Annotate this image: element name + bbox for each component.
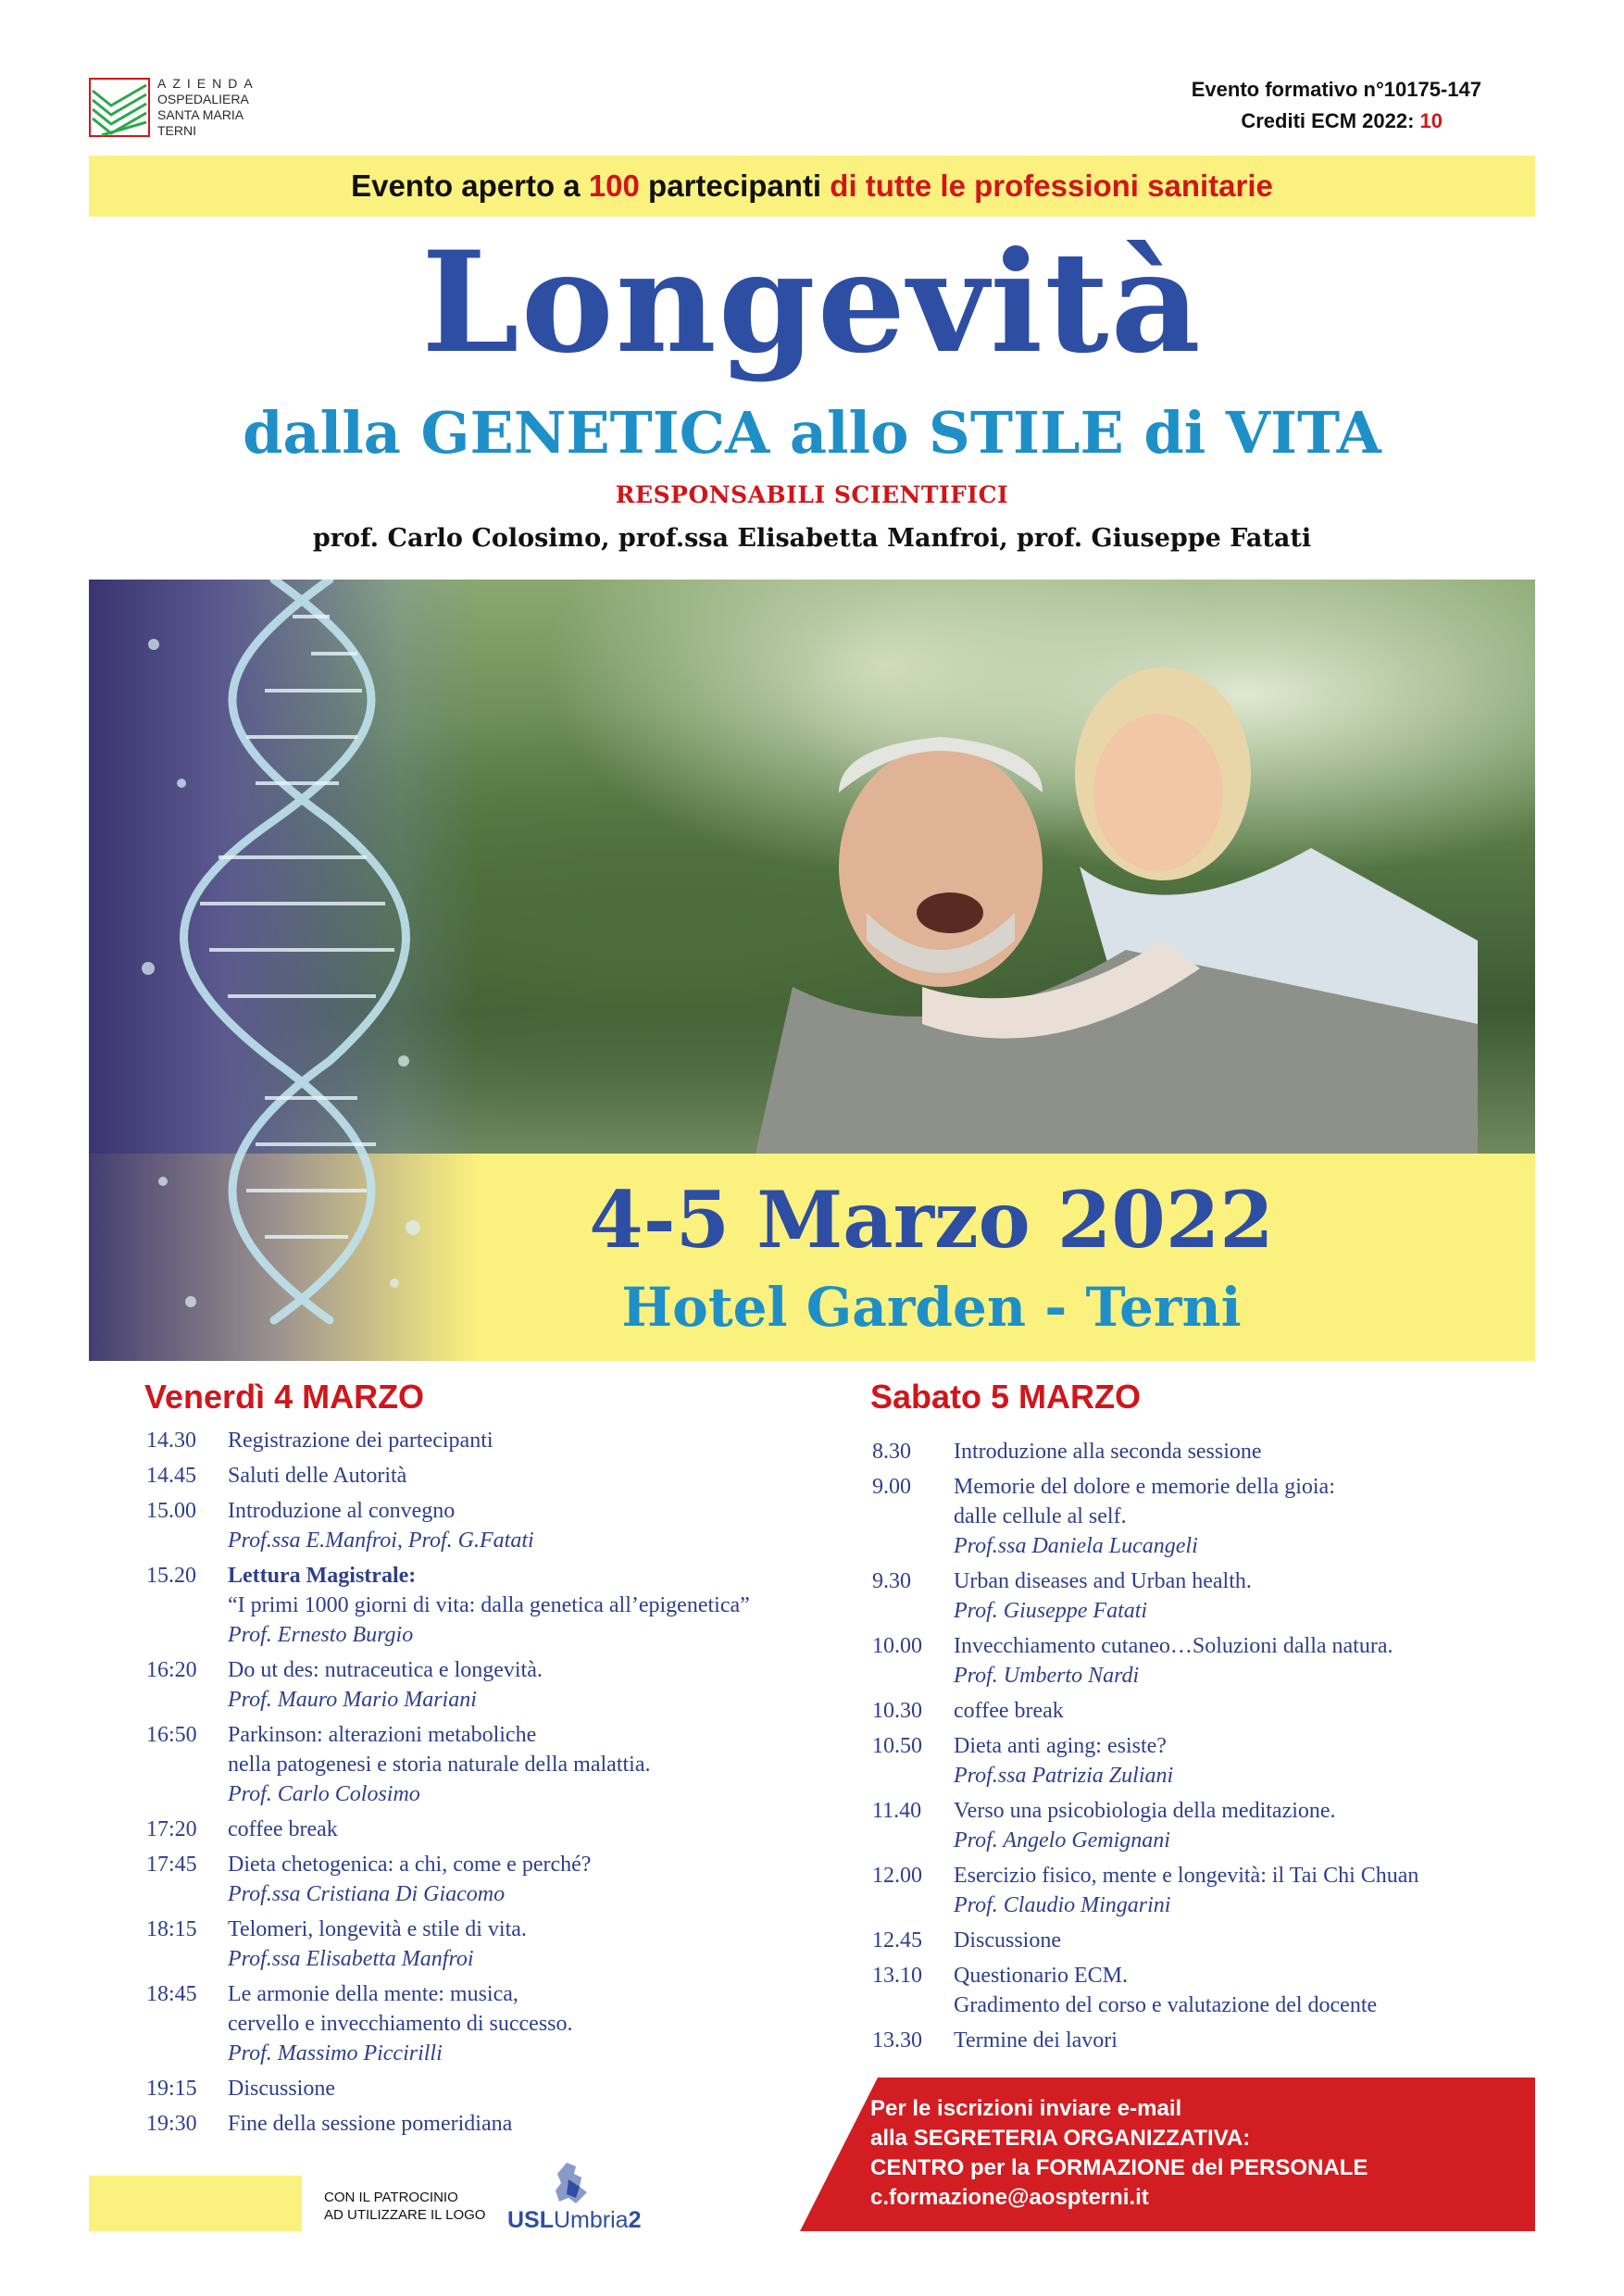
registration-line-1: Per le iscrizioni inviare e-mail [870, 2096, 1182, 2121]
logo-line-4: TERNI [157, 123, 196, 138]
program-item [146, 2074, 813, 2103]
program-line: Termine dei lavori [954, 2028, 1118, 2053]
program-time: 16:50 [146, 1723, 197, 1747]
registration-line-2: alla SEGRETERIA ORGANIZZATIVA: [870, 2126, 1251, 2151]
program-time: 9.30 [872, 1569, 911, 1593]
registration-line-3: CENTRO per la FORMAZIONE del PERSONALE [870, 2155, 1368, 2180]
program-item [146, 1655, 813, 1715]
registration-text [870, 2094, 1368, 2213]
program-body [228, 1979, 813, 2068]
program-item [146, 1496, 813, 1555]
program-body [228, 1496, 813, 1555]
program-time: 18:45 [146, 1982, 197, 2006]
program-time: 13.10 [872, 1964, 922, 1988]
program-item [146, 1850, 813, 1909]
program-speaker: Prof. Angelo Gemignani [954, 1828, 1170, 1853]
program-line: cervello e invecchiamento di successo. [228, 2012, 573, 2036]
program-line: Parkinson: alterazioni metaboliche [228, 1723, 537, 1747]
patronage-line-2: AD UTILIZZARE IL LOGO [324, 2207, 486, 2223]
program-line: Saluti delle Autorità [228, 1464, 407, 1488]
program-line: Fine della sessione pomeridiana [228, 2112, 513, 2136]
usl-umbria-wordmark [507, 2207, 641, 2234]
program-body [228, 1815, 813, 1844]
program-time: 13.30 [872, 2028, 922, 2053]
banner-part-3: di tutte le professioni sanitarie [830, 168, 1273, 203]
day-1-title: Venerdì 4 MARZO [144, 1378, 425, 1416]
program-line: coffee break [228, 1817, 338, 1841]
program-speaker: Prof. Massimo Piccirilli [228, 2041, 443, 2065]
program-speaker: Prof.ssa E.Manfroi, Prof. G.Fatati [228, 1529, 534, 1553]
banner-part-2: partecipanti [639, 168, 831, 203]
credits-value: 10 [1419, 109, 1443, 132]
program-body [954, 1696, 1539, 1726]
elderly-couple-illustration [644, 635, 1478, 1154]
logo-line-2: OSPEDALIERA [157, 92, 249, 106]
program-line: Invecchiamento cutaneo…Soluzioni dalla natura. [954, 1634, 1393, 1658]
program-speaker: Prof. Mauro Mario Mariani [228, 1688, 477, 1712]
program-line: Discussione [228, 2077, 335, 2101]
program-line: nella patogenesi e storia naturale della malattia. [228, 1753, 651, 1777]
usl-umbria-map-icon [548, 2161, 593, 2205]
event-info [1093, 74, 1481, 137]
hospital-logo-text [157, 76, 259, 139]
program-body [228, 1720, 813, 1809]
program-time: 14.45 [146, 1464, 196, 1488]
banner-count: 100 [588, 168, 640, 203]
program-line: Dieta anti aging: esiste? [954, 1734, 1167, 1758]
program-body [954, 1437, 1539, 1466]
logo-line-3: SANTA MARIA [157, 107, 244, 122]
credits-label: Crediti ECM 2022: [1241, 109, 1420, 132]
program-line: Memorie del dolore e memorie della gioia: [954, 1475, 1335, 1499]
program-item [146, 1915, 813, 1974]
program-body [954, 1861, 1539, 1920]
usl-thin: Umbria [554, 2207, 629, 2233]
program-time: 17:45 [146, 1853, 197, 1877]
usl-num: 2 [628, 2207, 642, 2233]
program-time: 8.30 [872, 1440, 911, 1464]
program-body [954, 1796, 1539, 1855]
program-time: 14.30 [146, 1429, 196, 1453]
program-time: 15.20 [146, 1564, 196, 1588]
program-line: Introduzione al convegno [228, 1499, 456, 1523]
program-item [872, 1861, 1539, 1920]
program-line: Introduzione alla seconda sessione [954, 1440, 1262, 1464]
patronage-line-1: CON IL PATROCINIO [324, 2190, 458, 2205]
participants-banner [89, 156, 1535, 217]
page-title: Longevità [421, 221, 1203, 384]
program-body [228, 1850, 813, 1909]
program-item [146, 2109, 813, 2139]
event-number: Evento formativo n°10175-147 [1191, 78, 1481, 101]
program-time: 12.45 [872, 1928, 922, 1953]
program-line: Discussione [954, 1928, 1061, 1953]
program-body [228, 1461, 813, 1491]
registration-email[interactable]: c.formazione@aospterni.it [870, 2185, 1149, 2210]
program-item [872, 1566, 1539, 1626]
logo-line-1: AZIENDA [157, 76, 259, 91]
day-2-title: Sabato 5 MARZO [870, 1378, 1142, 1416]
hospital-logo [89, 74, 274, 148]
program-time: 10.50 [872, 1734, 922, 1758]
program-body [228, 1915, 813, 1974]
program-item [146, 1979, 813, 2068]
hospital-logo-mark-icon [89, 78, 150, 137]
program-line: dalle cellule al self. [954, 1504, 1127, 1529]
program-speaker: Prof.ssa Patrizia Zuliani [954, 1764, 1174, 1788]
program-item [872, 1796, 1539, 1855]
program-line: Telomeri, longevità e stile di vita. [228, 1917, 527, 1941]
program-time: 15.00 [146, 1499, 196, 1523]
program-line: Esercizio fisico, mente e longevità: il Tai Chi Chuan [954, 1864, 1419, 1888]
program-speaker: Prof.ssa Elisabetta Manfroi [228, 1947, 474, 1971]
program-time: 18:15 [146, 1917, 197, 1941]
program-time: 10.30 [872, 1699, 922, 1723]
program-item [872, 1696, 1539, 1726]
program-time: 16:20 [146, 1658, 197, 1682]
program-line: Do ut des: nutraceutica e longevità. [228, 1658, 543, 1682]
program-body [954, 1926, 1539, 1955]
event-venue: Hotel Garden - Terni [621, 1276, 1242, 1339]
program-line: Verso una psicobiologia della meditazione. [954, 1799, 1336, 1823]
program-speaker: Prof. Giuseppe Fatati [954, 1599, 1148, 1623]
hero-image [89, 580, 1535, 1361]
program-line: Le armonie della mente: musica, [228, 1982, 518, 2006]
program-item [872, 1472, 1539, 1561]
scientific-heads-label: RESPONSABILI SCIENTIFICI [615, 481, 1009, 508]
program-speaker: Prof. Umberto Nardi [954, 1664, 1140, 1688]
program-item [146, 1720, 813, 1809]
day-2-program [872, 1437, 1539, 2061]
program-line: Questionario ECM. [954, 1964, 1128, 1988]
registration-box [776, 2078, 1535, 2231]
program-speaker: Prof. Carlo Colosimo [228, 1782, 420, 1806]
program-time: 9.00 [872, 1475, 911, 1499]
program-line: “I primi 1000 giorni di vita: dalla genetica all’epigenetica” [228, 1593, 750, 1617]
program-line: Urban diseases and Urban health. [954, 1569, 1252, 1593]
program-body [954, 1731, 1539, 1791]
banner-part-1: Evento aperto a [351, 168, 589, 203]
program-body [228, 2109, 813, 2139]
program-item [146, 1461, 813, 1491]
program-line: coffee break [954, 1699, 1064, 1723]
program-item [146, 1561, 813, 1650]
program-time: 17:20 [146, 1817, 197, 1841]
program-item [872, 1926, 1539, 1955]
program-item [872, 1961, 1539, 2020]
page-subtitle: dalla GENETICA allo STILE di VITA [243, 399, 1381, 467]
program-body [954, 1472, 1539, 1561]
program-item [872, 2026, 1539, 2055]
program-item [872, 1731, 1539, 1791]
program-time: 11.40 [872, 1799, 922, 1823]
usl-umbria-logo [507, 2161, 642, 2235]
event-date: 4-5 Marzo 2022 [589, 1174, 1274, 1266]
program-body [228, 1426, 813, 1455]
day-1-program [146, 1426, 813, 2144]
program-line: Gradimento del corso e valutazione del docente [954, 1993, 1378, 2017]
program-speaker: Prof. Ernesto Burgio [228, 1623, 414, 1647]
footer-yellow-box [89, 2176, 302, 2231]
program-body [228, 1561, 813, 1650]
program-body [228, 1655, 813, 1715]
program-time: 19:15 [146, 2077, 197, 2101]
ecm-credits [1093, 106, 1481, 137]
program-time: 19:30 [146, 2112, 197, 2136]
patronage-text [324, 2189, 485, 2224]
program-item [872, 1437, 1539, 1466]
program-body [954, 1631, 1539, 1691]
program-item [146, 1426, 813, 1455]
program-speaker: Prof.ssa Daniela Lucangeli [954, 1534, 1198, 1558]
program-body [954, 2026, 1539, 2055]
usl-bold: USL [507, 2207, 554, 2233]
program-time: 10.00 [872, 1634, 922, 1658]
program-body [954, 1566, 1539, 1626]
program-body [954, 1961, 1539, 2020]
program-body [228, 2074, 813, 2103]
program-item [146, 1815, 813, 1844]
program-speaker: Prof.ssa Cristiana Di Giacomo [228, 1882, 506, 1906]
program-speaker: Prof. Claudio Mingarini [954, 1893, 1171, 1917]
program-line: Registrazione dei partecipanti [228, 1429, 493, 1453]
program-line: Dieta chetogenica: a chi, come e perché? [228, 1853, 592, 1877]
scientific-heads-names: prof. Carlo Colosimo, prof.ssa Elisabetta Manfroi, prof. Giuseppe Fatati [312, 524, 1312, 553]
program-item [872, 1631, 1539, 1691]
program-time: 12.00 [872, 1864, 922, 1888]
program-lead: Lettura Magistrale: [228, 1564, 417, 1588]
